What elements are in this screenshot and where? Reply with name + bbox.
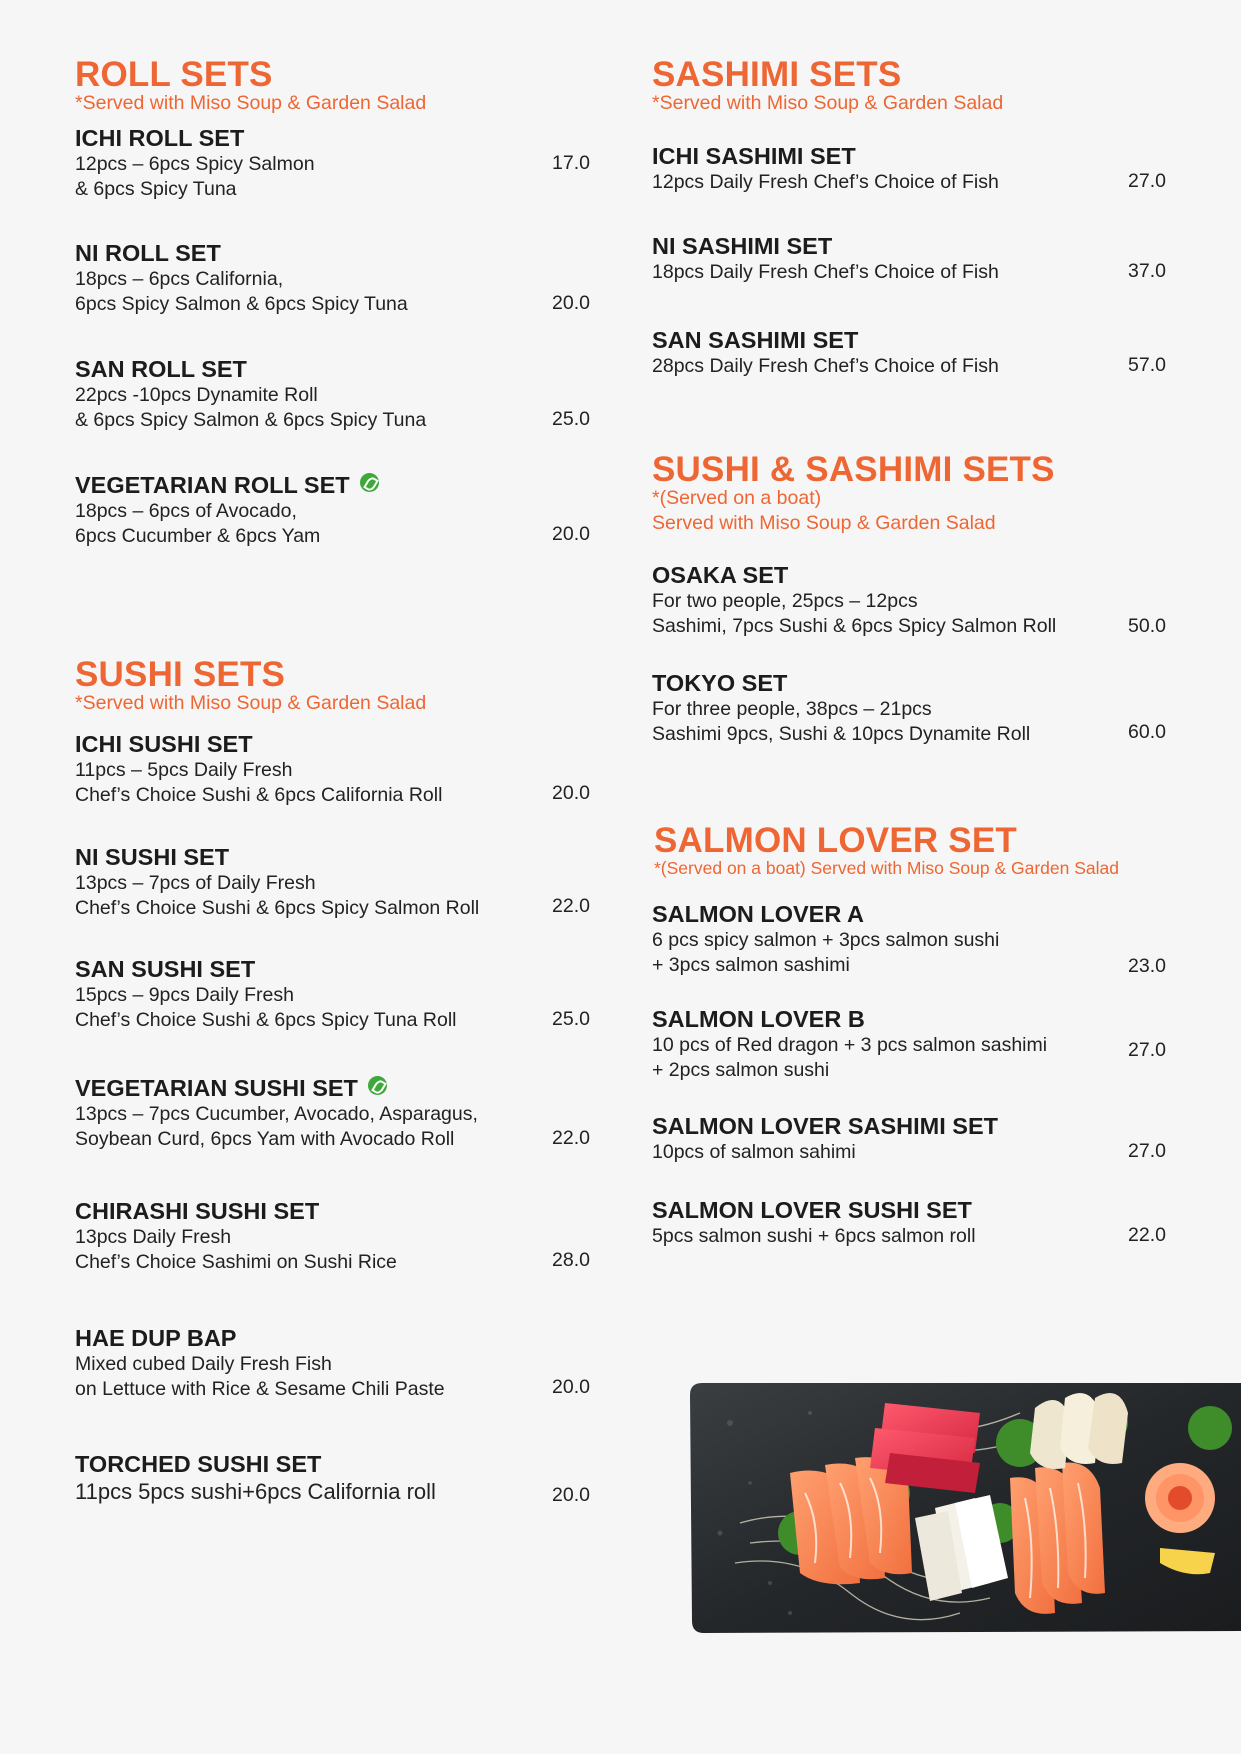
- item-desc: Sashimi 9pcs, Sushi & 10pcs Dynamite Roll: [652, 723, 1031, 745]
- item-desc: 6pcs Cucumber & 6pcs Yam: [75, 525, 321, 547]
- item-price: 22.0: [552, 1127, 590, 1149]
- menu-item-san-roll-set: [75, 355, 426, 433]
- item-desc: Chef’s Choice Sushi & 6pcs Spicy Tuna Roll: [75, 1009, 457, 1031]
- menu-item-ichi-sashimi-set: [652, 142, 999, 195]
- menu-item-ichi-sushi-set: [75, 730, 442, 808]
- item-desc: 22pcs -10pcs Dynamite Roll: [75, 384, 318, 406]
- item-desc: 12pcs – 6pcs Spicy Salmon: [75, 153, 315, 175]
- item-desc: 11pcs – 5pcs Daily Fresh: [75, 759, 293, 781]
- item-price: 25.0: [552, 1008, 590, 1030]
- item-desc: 10 pcs of Red dragon + 3 pcs salmon sashimi: [652, 1034, 1048, 1056]
- item-desc: 28pcs Daily Fresh Chef’s Choice of Fish: [652, 355, 999, 377]
- sashimi-sets-subtitle: *Served with Miso Soup & Garden Salad: [652, 92, 1004, 114]
- item-desc: on Lettuce with Rice & Sesame Chili Paste: [75, 1378, 445, 1400]
- item-desc: 11pcs 5pcs sushi+6pcs California roll: [75, 1479, 436, 1504]
- item-price: 27.0: [1128, 1039, 1166, 1061]
- item-desc: 13pcs – 7pcs Cucumber, Avocado, Asparagus,: [75, 1103, 478, 1125]
- sashimi-sets-title: SASHIMI SETS: [652, 55, 902, 94]
- item-desc: 18pcs Daily Fresh Chef’s Choice of Fish: [652, 261, 999, 283]
- item-name: CHIRASHI SUSHI SET: [75, 1198, 320, 1224]
- menu-item-vegetarian-roll-set: [75, 471, 379, 549]
- item-price: 20.0: [552, 523, 590, 545]
- item-price: 22.0: [552, 895, 590, 917]
- menu-item-ni-roll-set: [75, 239, 408, 317]
- item-name-row: [75, 1074, 478, 1102]
- item-price: 20.0: [552, 1376, 590, 1398]
- salmon-lover-subtitle: *(Served on a boat) Served with Miso Soup & Garden Salad: [654, 858, 1119, 878]
- sushi-sashimi-sets-title: SUSHI & SASHIMI SETS: [652, 450, 1055, 489]
- menu-item-osaka-set: [652, 561, 1056, 639]
- item-desc: Chef’s Choice Sashimi on Sushi Rice: [75, 1251, 397, 1273]
- item-desc: 13pcs Daily Fresh: [75, 1226, 232, 1248]
- menu-item-ichi-roll-set: [75, 124, 315, 202]
- item-price: 37.0: [1128, 260, 1166, 282]
- item-desc: & 6pcs Spicy Tuna: [75, 178, 237, 200]
- item-price: 20.0: [552, 782, 590, 804]
- item-desc: 18pcs – 6pcs of Avocado,: [75, 500, 297, 522]
- item-desc: 10pcs of salmon sahimi: [652, 1141, 856, 1163]
- item-name: TORCHED SUSHI SET: [75, 1451, 322, 1477]
- vegetarian-leaf-icon: [368, 1076, 387, 1095]
- item-price: 57.0: [1128, 354, 1166, 376]
- item-desc: Soybean Curd, 6pcs Yam with Avocado Roll: [75, 1128, 455, 1150]
- menu-item-tokyo-set: [652, 669, 1030, 747]
- menu-item-hae-dup-bap: [75, 1324, 445, 1402]
- item-desc: + 2pcs salmon sushi: [652, 1059, 830, 1081]
- menu-item-torched-sushi-set: [75, 1450, 436, 1506]
- item-name-row: [75, 471, 379, 499]
- item-desc: 18pcs – 6pcs California,: [75, 268, 284, 290]
- item-name: SALMON LOVER SUSHI SET: [652, 1197, 972, 1223]
- menu-item-salmon-lover-sashimi-set: [652, 1112, 998, 1165]
- item-price: 25.0: [552, 408, 590, 430]
- item-name: ICHI ROLL SET: [75, 125, 245, 151]
- item-name: SAN SUSHI SET: [75, 956, 256, 982]
- menu-item-ni-sushi-set: [75, 843, 479, 921]
- item-desc: Sashimi, 7pcs Sushi & 6pcs Spicy Salmon Roll: [652, 615, 1057, 637]
- item-desc: For three people, 38pcs – 21pcs: [652, 698, 932, 720]
- item-price: 27.0: [1128, 170, 1166, 192]
- item-price: 28.0: [552, 1249, 590, 1271]
- menu-item-vegetarian-sushi-set: [75, 1074, 478, 1152]
- sushi-sets-subtitle: *Served with Miso Soup & Garden Salad: [75, 692, 427, 714]
- item-name: NI SASHIMI SET: [652, 233, 833, 259]
- menu-item-salmon-lover-b: [652, 1005, 1047, 1083]
- item-desc: + 3pcs salmon sashimi: [652, 954, 850, 976]
- item-desc: Mixed cubed Daily Fresh Fish: [75, 1353, 332, 1375]
- item-name: SAN SASHIMI SET: [652, 327, 859, 353]
- item-price: 20.0: [552, 292, 590, 314]
- item-desc: 13pcs – 7pcs of Daily Fresh: [75, 872, 316, 894]
- sushi-sashimi-subtitle-boat: *(Served on a boat): [652, 487, 822, 509]
- roll-sets-subtitle: *Served with Miso Soup & Garden Salad: [75, 92, 427, 114]
- item-desc: 6 pcs spicy salmon + 3pcs salmon sushi: [652, 929, 1000, 951]
- item-desc: 5pcs salmon sushi + 6pcs salmon roll: [652, 1225, 976, 1247]
- item-name: HAE DUP BAP: [75, 1325, 237, 1351]
- item-name: ICHI SUSHI SET: [75, 731, 253, 757]
- item-desc: For two people, 25pcs – 12pcs: [652, 590, 918, 612]
- item-price: 23.0: [1128, 955, 1166, 977]
- item-desc: & 6pcs Spicy Salmon & 6pcs Spicy Tuna: [75, 409, 427, 431]
- menu-item-salmon-lover-a: [652, 900, 999, 978]
- item-price: 22.0: [1128, 1224, 1166, 1246]
- item-name: NI SUSHI SET: [75, 844, 230, 870]
- item-name: SALMON LOVER A: [652, 901, 864, 927]
- salmon-lover-title: SALMON LOVER SET: [654, 821, 1017, 860]
- roll-sets-title: ROLL SETS: [75, 55, 273, 94]
- item-name: ICHI SASHIMI SET: [652, 143, 856, 169]
- menu-item-salmon-lover-sushi-set: [652, 1196, 976, 1249]
- menu-item-san-sashimi-set: [652, 326, 999, 379]
- item-name: SALMON LOVER SASHIMI SET: [652, 1113, 998, 1139]
- item-name: SAN ROLL SET: [75, 356, 247, 382]
- item-desc: Chef’s Choice Sushi & 6pcs Spicy Salmon Roll: [75, 897, 480, 919]
- item-price: 27.0: [1128, 1140, 1166, 1162]
- item-name: SALMON LOVER B: [652, 1006, 865, 1032]
- item-name: VEGETARIAN ROLL SET: [75, 472, 350, 498]
- sashimi-platter-photo: [690, 1383, 1241, 1635]
- item-name: VEGETARIAN SUSHI SET: [75, 1075, 358, 1101]
- item-price: 50.0: [1128, 615, 1166, 637]
- item-desc: 15pcs – 9pcs Daily Fresh: [75, 984, 294, 1006]
- item-name: NI ROLL SET: [75, 240, 221, 266]
- menu-item-chirashi-sushi-set: [75, 1197, 397, 1275]
- item-desc: 12pcs Daily Fresh Chef’s Choice of Fish: [652, 171, 999, 193]
- sushi-sets-title: SUSHI SETS: [75, 655, 286, 694]
- item-price: 20.0: [552, 1484, 590, 1506]
- menu-item-ni-sashimi-set: [652, 232, 999, 285]
- item-desc: Chef’s Choice Sushi & 6pcs California Roll: [75, 784, 443, 806]
- item-name: TOKYO SET: [652, 670, 788, 696]
- item-desc: 6pcs Spicy Salmon & 6pcs Spicy Tuna: [75, 293, 408, 315]
- vegetarian-leaf-icon: [360, 473, 379, 492]
- menu-item-san-sushi-set: [75, 955, 457, 1033]
- item-price: 60.0: [1128, 721, 1166, 743]
- item-name: OSAKA SET: [652, 562, 789, 588]
- sushi-sashimi-subtitle-served: Served with Miso Soup & Garden Salad: [652, 512, 996, 534]
- item-price: 17.0: [552, 152, 590, 174]
